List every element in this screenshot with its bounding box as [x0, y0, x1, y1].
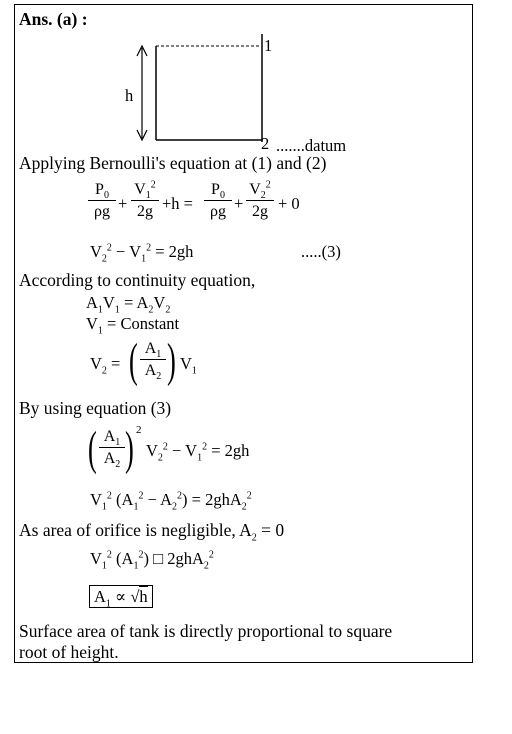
- using-equation-3: By using equation (3): [19, 398, 172, 418]
- right-paren-2: ): [125, 422, 134, 475]
- v1-over-2g: $\frac{V_1^2}{2g}$: [131, 181, 159, 221]
- conclusion-line-1: Surface area of tank is directly proportional to square: [19, 621, 393, 641]
- left-paren-2: (: [88, 422, 97, 475]
- p0-over-rhog: $\frac{P_0}{\rho g}$: [88, 181, 116, 221]
- area-ratio-2: $\frac{A_1}{A_2}$: [99, 428, 125, 468]
- plus-sign-2: +: [234, 194, 244, 213]
- continuity-intro: According to continuity equation,: [19, 270, 256, 290]
- equation-3: $V_2^2 - V_1^2 = 2gh$: [90, 242, 194, 265]
- point-2-label: 2: [261, 134, 270, 153]
- right-paren: ): [167, 334, 176, 387]
- p0-over-rhog-rhs: $\frac{P_0}{\rho g}$: [204, 181, 232, 221]
- v1-constant: $V_1$ = Constant: [86, 314, 180, 337]
- plus-zero: + 0: [278, 194, 300, 213]
- factored-equation: $V_1^2$ $(A_1^2 - A_2^2) = 2ghA_2^2$: [90, 490, 252, 513]
- plus-sign: +: [118, 194, 128, 213]
- final-result-box: $A_1 \propto √h$: [89, 585, 153, 608]
- height-label: h: [125, 86, 134, 105]
- v2-over-2g: $\frac{V_2^2}{2g}$: [246, 181, 274, 221]
- left-paren: (: [129, 334, 138, 387]
- substituted-equation: $V_2^2 - V_1^2 = 2gh$: [146, 441, 250, 464]
- area-ratio: $\frac{A_1}{A_2}$: [140, 340, 166, 380]
- orifice-statement: As area of orifice is negligible, $A_2 = 0$: [19, 520, 285, 544]
- v1-factor: $V_1$: [180, 354, 197, 377]
- point-1-label: 1: [264, 36, 273, 55]
- square-exponent: 2: [136, 424, 142, 436]
- datum-label: .......datum: [276, 136, 347, 155]
- plus-h-equals: +h =: [162, 194, 193, 213]
- v2-lhs: $V_2$ =: [90, 354, 121, 377]
- approximate-equation: $V_1^2$ $(A_1^2)$ □ 2ghA$_2^2$: [90, 549, 214, 572]
- bernoulli-intro: Applying Bernoulli's equation at (1) and (2): [19, 153, 327, 173]
- equation-3-tag: .....(3): [301, 242, 341, 261]
- conclusion-line-2: root of height.: [19, 642, 119, 662]
- continuity-equation: $A_1V_1 = A_2V_2$: [86, 293, 171, 316]
- answer-heading: Ans. (a) :: [19, 9, 88, 29]
